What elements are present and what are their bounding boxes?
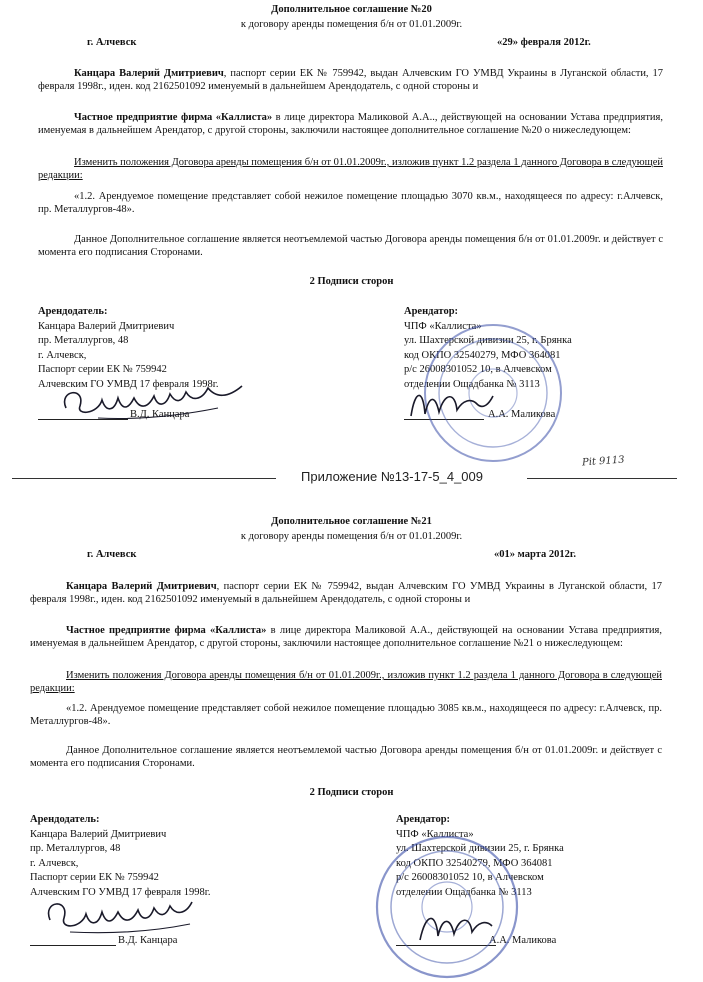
doc2-landlord-sign-name: В.Д. Канцара <box>118 935 178 946</box>
doc2-tenant-name: Частное предприятие фирма «Каллиста» <box>66 625 267 636</box>
doc1-landlord-line: Канцара Валерий Дмитриевич <box>38 320 175 332</box>
doc2-stamp-seal <box>370 830 525 980</box>
doc2-subtitle: к договору аренды помещения б/н от 01.01.2009г. <box>240 531 463 542</box>
doc2-landlord-line: Алчевским ГО УМВД 17 февраля 1998г. <box>30 886 211 898</box>
corner-handwritten-note: Рit 9113 <box>581 454 625 469</box>
doc1-paragraph-change: Изменить положения Договора аренды помещения б/н от 01.01.2009г., изложив пункт 1.2 раздела 1 данного Договора в следующей редакции: <box>38 157 663 182</box>
doc2-landlord-head: Арендодатель: <box>30 814 100 825</box>
doc2-landlord-line: Канцара Валерий Дмитриевич <box>30 828 167 840</box>
doc1-section-signatures: 2 Подписи сторон <box>309 276 394 287</box>
doc2-paragraph-landlord <box>30 580 662 607</box>
doc1-landlord-line: г. Алчевск, <box>38 349 87 361</box>
doc1-tenant-line: код ОКПО 32540279, МФО 364081 <box>404 349 561 361</box>
doc1-tenant-head: Арендатор: <box>404 306 459 317</box>
doc1-tenant-signature <box>405 382 495 427</box>
doc1-landlord-details: , паспорт серии ЕК № 759942, выдан Алчевским ГО УМВД Украины в Луганской области, 17 февраля 1998г., иден. код 2162501092 именуемый в дальнейшем Арендодатель, с одной стороны и <box>38 68 664 93</box>
doc1-tenant-line: ул. Шахтерской дивизии 25, г. Брянка <box>404 335 572 346</box>
doc1-title: Дополнительное соглашение №20 <box>271 4 432 15</box>
doc1-city: г. Алчевск <box>87 37 137 48</box>
doc2-landlord-line: пр. Металлургов, 48 <box>30 843 121 854</box>
doc2-landlord-details: , паспорт серии ЕК № 759942, выдан Алчевским ГО УМВД Украины в Луганской области, 17 февраля 1998г., иден. код 2162501092 именуемый в дальнейшем Арендодатель, с одной стороны и <box>30 581 663 606</box>
doc2-date: «01» марта 2012г. <box>494 549 577 560</box>
doc1-paragraph-clause: «1.2. Арендуемое помещение представляет собой нежилое помещение площадью 3070 кв.м., находящееся по адресу: г.Алчевск, пр. Металлургов-48». <box>38 191 663 216</box>
doc2-paragraph-tenant <box>30 624 662 651</box>
doc2-tenant-sign-name: А.А. Маликова <box>489 935 557 946</box>
doc2-landlord-block <box>30 813 210 900</box>
doc1-landlord-name: Канцара Валерий Дмитриевич <box>74 68 224 79</box>
doc2-landlord-name: Канцара Валерий Дмитриевич <box>66 581 217 592</box>
doc1-landlord-signature <box>58 378 248 423</box>
doc2-city: г. Алчевск <box>87 549 137 560</box>
doc2-paragraph-change: Изменить положения Договора аренды помещения б/н от 01.01.2009г., изложив пункт 1.2 раздела 1 данного Договора в следующей редакции: <box>30 670 662 695</box>
doc2-paragraph-clause: «1.2. Арендуемое помещение представляет собой нежилое помещение площадью 3085 кв.м., находящееся по адресу: г.Алчевск, пр. Металлургов-48». <box>30 703 662 728</box>
doc1-tenant-line: отделении Ощадбанка № 3113 <box>404 378 540 390</box>
doc1-paragraph-landlord <box>38 67 663 94</box>
doc2-tenant-line: р/с 26008301052 10, в Алчевском <box>396 872 544 883</box>
doc1-landlord-line: пр. Металлургов, 48 <box>38 335 129 346</box>
doc2-landlord-signature <box>40 892 230 937</box>
doc1-tenant-name: Частное предприятие фирма «Каллиста» <box>74 112 273 123</box>
doc2-landlord-line: Паспорт серии ЕК № 759942 <box>30 872 159 883</box>
doc2-tenant-head: Арендатор: <box>396 814 451 825</box>
doc2-tenant-details: в лице директора Маликовой А.А., действующей на основании Устава предприятия, именуемая в дальнейшем Арендатор, с другой стороны, заключили настоящее дополнительное соглашение №21 о нижеследующем: <box>30 625 662 650</box>
doc1-date: «29» февраля 2012г. <box>497 37 591 48</box>
doc1-tenant-details: в лице директора Маликовой А.А.., действующей на основании Устава предприятия, именуемая в дальнейшем Арендатор, с другой стороны, заключили настоящее дополнительное соглашение №20 о нижеследующем: <box>38 112 663 137</box>
doc1-tenant-sign-name: А.А. Маликова <box>488 409 556 420</box>
doc1-paragraph-tenant <box>38 111 663 138</box>
doc1-landlord-line: Алчевским ГО УМВД 17 февраля 1998г. <box>38 378 219 390</box>
doc1-tenant-line: ЧПФ «Каллиста» <box>404 320 482 332</box>
doc2-landlord-sign-line <box>30 945 116 946</box>
doc1-landlord-line: Паспорт серии ЕК № 759942 <box>38 364 167 375</box>
doc2-landlord-line: г. Алчевск, <box>30 857 79 869</box>
doc2-title: Дополнительное соглашение №21 <box>271 516 432 527</box>
doc2-paragraph-validity: Данное Дополнительное соглашение является неотъемлемой частью Договора аренды помещения б/н от 01.01.2009г. и действует с момента его подписания Сторонами. <box>30 745 662 770</box>
doc2-tenant-signature <box>416 906 496 948</box>
doc2-tenant-line: ул. Шахтерской дивизии 25, г. Брянка <box>396 843 564 854</box>
doc2-tenant-line: ЧПФ «Каллиста» <box>396 828 474 840</box>
doc1-subtitle: к договору аренды помещения б/н от 01.01.2009г. <box>240 19 463 30</box>
doc2-tenant-line: отделении Ощадбанка № 3113 <box>396 886 532 898</box>
doc2-tenant-line: код ОКПО 32540279, МФО 364081 <box>396 857 553 869</box>
separator-right <box>527 478 677 479</box>
doc1-paragraph-validity: Данное Дополнительное соглашение является неотъемлемой частью Договора аренды помещения б/н от 01.01.2009г. и действует с момента его подписания Сторонами. <box>38 234 663 259</box>
separator-left <box>12 478 276 479</box>
doc1-tenant-line: р/с 26008301052 10, в Алчевском <box>404 364 552 375</box>
appendix-label: Приложение №13-17-5_4_009 <box>301 469 483 484</box>
doc2-section-signatures: 2 Подписи сторон <box>309 787 394 798</box>
doc1-landlord-head: Арендодатель: <box>38 306 108 317</box>
doc1-landlord-sign-name: В.Д. Канцара <box>130 409 190 420</box>
